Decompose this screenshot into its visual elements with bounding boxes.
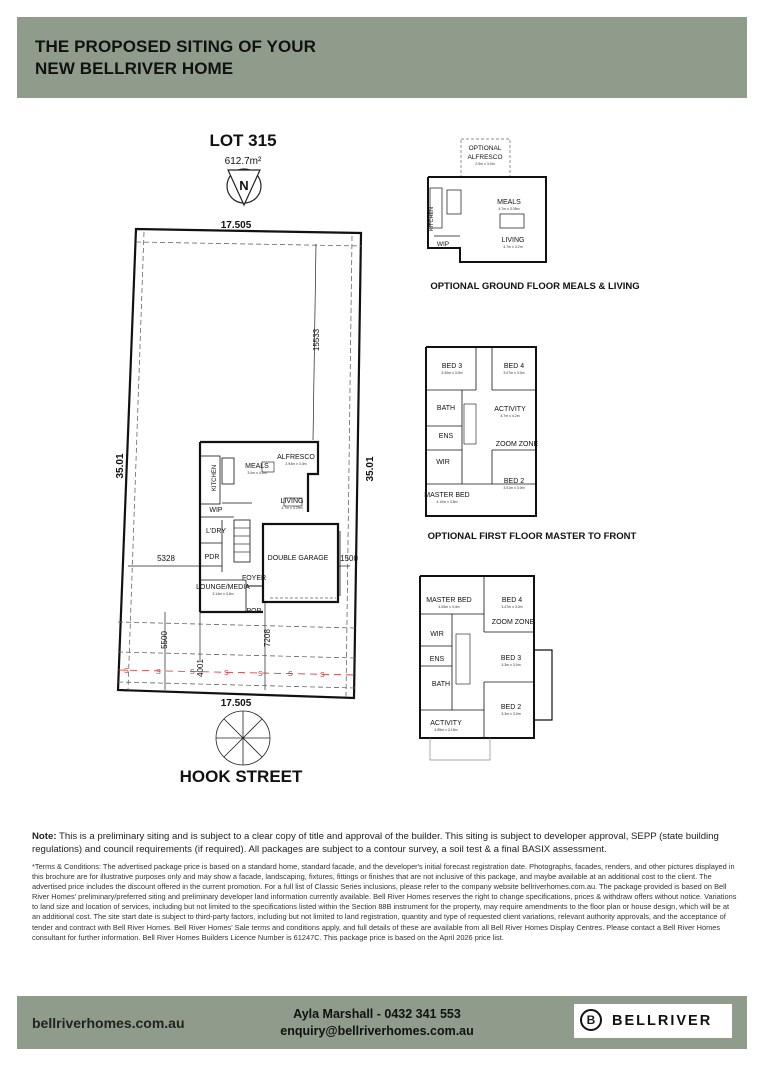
sewer-line <box>118 668 356 679</box>
room-alfresco-dim: 2.94m x 3.4m <box>285 462 307 466</box>
lot-width-top: 17.505 <box>220 220 252 231</box>
title-line-2: NEW BELLRIVER HOME <box>35 59 234 78</box>
room-wip: WIP <box>209 507 223 514</box>
footer-banner <box>17 996 747 1049</box>
og-meals-dim: 4.7m x 3.05m <box>498 207 520 211</box>
ff-zoom-zone: ZOOM ZONE <box>491 619 535 626</box>
of-zoom-zone: ZOOM ZONE <box>495 441 539 448</box>
lot-depth-left: 35.01 <box>115 453 126 479</box>
og-alfresco-line2: ALFRESCO <box>467 154 503 161</box>
bellriver-logo <box>574 1004 732 1038</box>
room-living: LIVING <box>280 498 304 505</box>
front-setback-1: 5500 <box>160 631 169 649</box>
optional-first-floor-plan <box>424 347 538 516</box>
room-foyer: FOYER <box>241 575 267 582</box>
of-ens: ENS <box>438 433 454 440</box>
terms-and-conditions: *Terms & Conditions: The advertised package price is based on a standard home, standard facade, and the developer's initial forecast registration date. Photographs, facades, renders, and other pictures displayed in this brochure are for illustrative purposes only and may show a facade, landscaping, fixtures, fittings or finishes that are not inclusive of this package, and maybe available at an additional cost to the client. The advertised price includes the discount offered in the current promotion. For a full list of Classic Series inclusions, please refer to the company website bellriverhomes.com.au. The package provided is based on Bell River Homes' preliminary/preferred siting and preliminary developer land information currently available. Bell River Homes reserves the right to change specifications, prices & withdraw offers without notice. Variations to land size and location of services, including but not limited to the specifications listed within the Section 88B instrument for the property, may require amendments to the floor plan or house design, which will be at an additional cost. The site start date is subject to third-party factors, including but not limited to land registration, quantity and type of requested client variations, relevant authority approvals, and the acceptance of tender and contract with Bell River Homes. Bell River Homes' Sale terms and conditions apply, and full details of these are available from all Bell River Homes Display Centres. Please contact a Bell River Homes consultant for further information. Bell River Homes Builders Licence Number is 61247C. This package price is based on the April 2026 price list. <box>32 862 737 942</box>
left-setback: 5328 <box>157 554 175 563</box>
of-bed2: BED 2 <box>503 478 525 485</box>
street-tree-icon <box>216 711 270 765</box>
room-lounge: LOUNGE/MEDIA <box>196 584 250 591</box>
logo-mark-icon: B <box>580 1009 602 1031</box>
og-alfresco-dim: 2.9m x 3.0m <box>475 162 495 166</box>
room-laundry: L'DRY <box>206 528 226 535</box>
ff-master-dim: 4.05m x 3.4m <box>438 605 460 609</box>
siting-note <box>32 831 737 856</box>
sewer-mark-3: S <box>190 669 195 676</box>
of-activity-dim: 4.7m x 4.2m <box>500 414 520 418</box>
room-meals: MEALS <box>245 463 269 470</box>
room-meals-dim: 3.0m x 4.5m <box>247 471 267 475</box>
sewer-mark-7: S <box>320 672 325 679</box>
of-master-dim: 4.10m x 3.8m <box>436 500 458 504</box>
option-first-caption: OPTIONAL FIRST FLOOR MASTER TO FRONT <box>427 531 637 542</box>
of-bed3-dim: 3.40m x 3.0m <box>441 371 463 375</box>
optional-ground-floor-plan <box>428 139 546 262</box>
ff-bed3: BED 3 <box>500 655 522 662</box>
room-kitchen: KITCHEN <box>212 464 218 492</box>
ff-bed2: BED 2 <box>500 704 522 711</box>
lot-boundary <box>118 229 362 698</box>
sewer-mark-1: S <box>124 668 129 675</box>
logo-text: BELLRIVER <box>612 1013 713 1029</box>
title-line-1: THE PROPOSED SITING OF YOUR <box>35 37 317 56</box>
svg-text:N: N <box>239 178 249 193</box>
og-living-dim: 4.7m x 3.2m <box>503 245 523 249</box>
of-activity: ACTIVITY <box>494 406 526 413</box>
room-pdr: PDR <box>204 554 220 561</box>
ff-activity: ACTIVITY <box>430 720 462 727</box>
room-porch: POR. <box>246 608 264 615</box>
of-bed2-dim: 3.01m x 3.0m <box>503 486 525 490</box>
lot-width-bottom: 17.505 <box>220 698 252 709</box>
room-lounge-dim: 3.14m x 3.6m <box>212 592 234 596</box>
ff-bed3-dim: 3.3m x 3.0m <box>501 663 521 667</box>
street-name: HOOK STREET <box>179 767 303 786</box>
og-kitchen: KITCHEN <box>429 206 435 232</box>
of-bed4: BED 4 <box>503 363 525 370</box>
room-alfresco: ALFRESCO <box>277 454 315 461</box>
note-text: This is a preliminary siting and is subject to a clear copy of title and approval of the builder. This siting is subject to developer approval, SEPP (state building regulations) and council requirements (if required). All packages are subject to a contour survey, a soil test & a final BASIX assessment. <box>32 831 719 855</box>
front-setback-3: 7208 <box>263 629 272 647</box>
first-floor-plan <box>420 576 552 760</box>
ff-master-bed: MASTER BED <box>426 597 472 604</box>
ff-bath: BATH <box>431 681 451 688</box>
ff-bed4-dim: 3.47m x 3.0m <box>501 605 523 609</box>
lot-area: 612.7m² <box>224 156 262 167</box>
sewer-mark-4: S <box>224 670 229 677</box>
lot-title: LOT 315 <box>209 131 277 150</box>
of-bed4-dim: 3.07m x 3.0m <box>503 371 525 375</box>
of-bath: BATH <box>436 405 456 412</box>
ff-wir: WIR <box>430 631 444 638</box>
sewer-mark-5: S <box>258 671 263 678</box>
ff-bed2-dim: 3.3m x 3.0m <box>501 712 521 716</box>
rear-setback: 15533 <box>312 328 321 352</box>
front-setback-2: 4001 <box>196 659 205 677</box>
og-wip: WIP <box>436 241 450 248</box>
note-label: Note: <box>32 831 57 842</box>
of-master-bed: MASTER BED <box>424 492 470 499</box>
room-living-dim: 4.7m x 3.29m <box>281 506 303 510</box>
og-living: LIVING <box>501 237 525 244</box>
ff-bed4: BED 4 <box>501 597 523 604</box>
of-bed3: BED 3 <box>441 363 463 370</box>
right-setback: 1500 <box>340 554 358 563</box>
room-double-garage: DOUBLE GARAGE <box>267 555 329 562</box>
contact-info <box>267 1006 487 1040</box>
ff-activity-dim: 4.85m x 3.15m <box>434 728 458 732</box>
contact-name-phone[interactable]: Ayla Marshall - 0432 341 553 <box>293 1007 461 1021</box>
website-link[interactable]: bellriverhomes.com.au <box>32 1015 185 1031</box>
option-ground-caption: OPTIONAL GROUND FLOOR MEALS & LIVING <box>430 281 640 292</box>
og-meals: MEALS <box>497 199 521 206</box>
ff-ens: ENS <box>429 656 445 663</box>
sewer-mark-6: S <box>288 671 293 678</box>
lot-depth-right: 35.01 <box>365 456 376 482</box>
og-alfresco-line1: OPTIONAL <box>468 145 502 152</box>
north-arrow-icon <box>227 169 261 205</box>
sewer-mark-2: S <box>156 669 161 676</box>
of-wir: WIR <box>436 459 450 466</box>
contact-email[interactable]: enquiry@bellriverhomes.com.au <box>280 1024 474 1038</box>
